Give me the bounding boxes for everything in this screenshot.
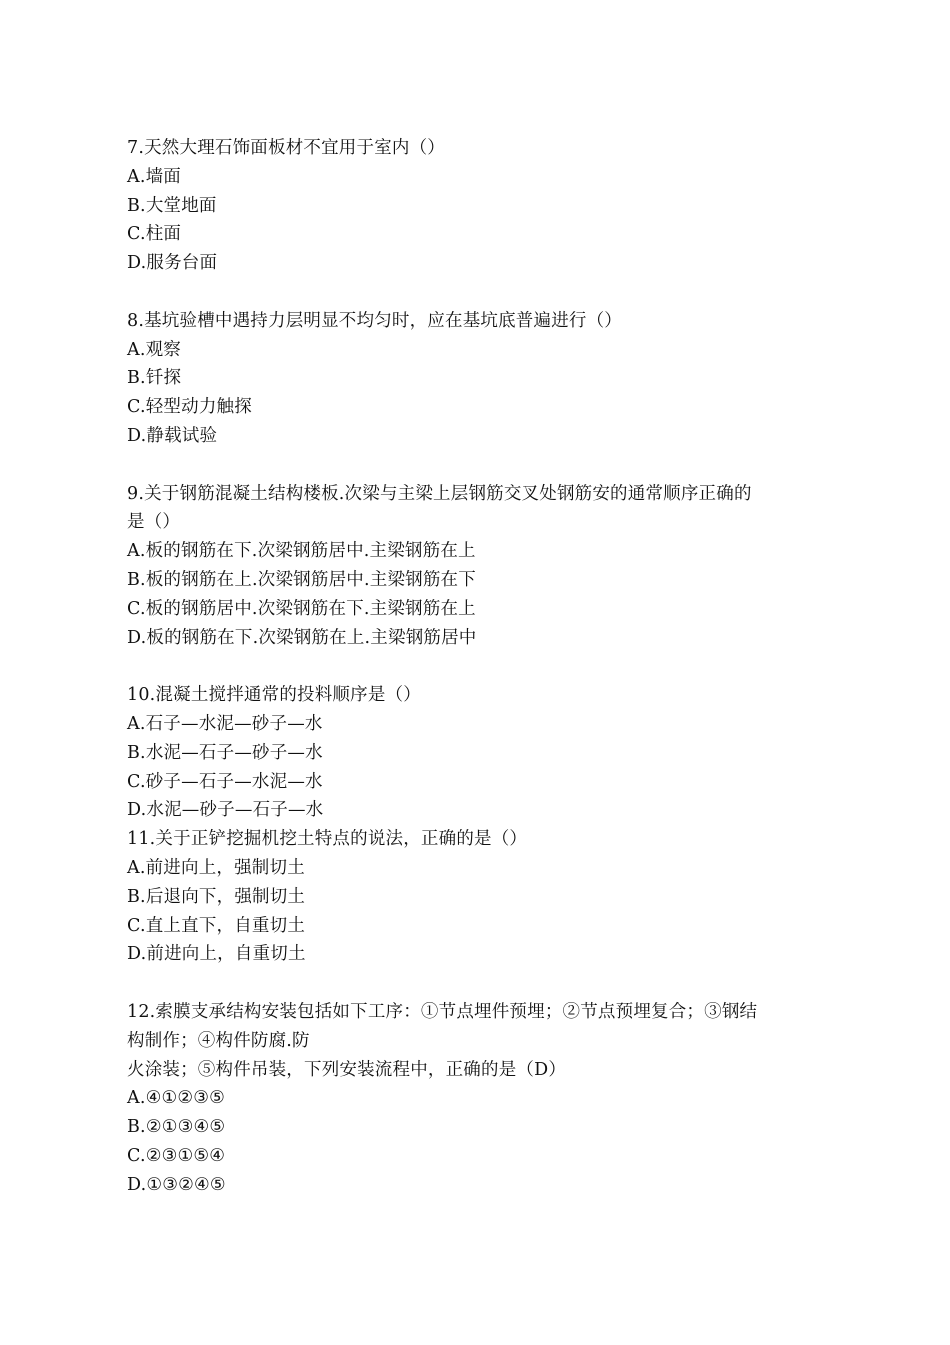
question-12-option-d: D.①③②④⑤ — [127, 1174, 226, 1195]
question-11 — [127, 825, 827, 969]
question-12-stem-line-1: 12.索膜支承结构安装包括如下工序：①节点埋件预埋；②节点预埋复合；③钢结 — [127, 1001, 758, 1022]
question-9 — [127, 480, 827, 653]
question-7-option-d: D.服务台面 — [127, 253, 218, 274]
question-8 — [127, 307, 827, 451]
question-list — [127, 134, 827, 1199]
question-8-option-d: D.静载试验 — [127, 425, 218, 446]
question-9-stem-line-1: 9.关于钢筋混凝土结构楼板.次梁与主梁上层钢筋交叉处钢筋安的通常顺序正确的 — [127, 483, 752, 504]
spacer — [127, 278, 827, 307]
question-9-option-a: A.板的钢筋在下.次梁钢筋居中.主梁钢筋在上 — [127, 541, 476, 562]
question-12-stem-line-2: 构制作；④构件防腐.防 — [127, 1030, 310, 1051]
question-10-option-d: D.水泥—砂子—石子—水 — [127, 800, 324, 821]
question-9-option-b: B.板的钢筋在上.次梁钢筋居中.主梁钢筋在下 — [127, 569, 476, 590]
question-11-option-a: A.前进向上，强制切土 — [127, 857, 305, 878]
question-10-option-b: B.水泥—石子—砂子—水 — [127, 742, 323, 763]
spacer — [127, 652, 827, 681]
question-11-option-d: D.前进向上，自重切土 — [127, 944, 306, 965]
question-7-option-b: B.大堂地面 — [127, 195, 217, 216]
question-10-option-c: C.砂子—石子—水泥—水 — [127, 771, 323, 792]
question-9-option-d: D.板的钢筋在下.次梁钢筋在上.主梁钢筋居中 — [127, 627, 477, 648]
question-12 — [127, 998, 827, 1200]
spacer — [127, 451, 827, 480]
question-11-option-b: B.后退向下，强制切土 — [127, 886, 306, 907]
question-12-option-a: A.④①②③⑤ — [127, 1088, 226, 1109]
question-12-option-c: C.②③①⑤④ — [127, 1145, 226, 1166]
question-10-stem: 10.混凝土搅拌通常的投料顺序是（） — [127, 685, 421, 706]
question-8-option-a: A.观察 — [127, 339, 182, 360]
question-10-option-a: A.石子—水泥—砂子—水 — [127, 713, 323, 734]
question-10 — [127, 681, 827, 825]
question-12-stem-line-3: 火涂装；⑤构件吊装，下列安装流程中，正确的是（D） — [127, 1059, 567, 1080]
question-7-option-a: A.墙面 — [127, 166, 182, 187]
question-9-option-c: C.板的钢筋居中.次梁钢筋在下.主梁钢筋在上 — [127, 598, 476, 619]
spacer — [127, 969, 827, 998]
question-8-stem: 8.基坑验槽中遇持力层明显不均匀时，应在基坑底普遍进行（） — [127, 310, 622, 331]
question-9-stem-line-2: 是（） — [127, 512, 181, 533]
question-11-stem: 11.关于正铲挖掘机挖土特点的说法，正确的是（） — [127, 829, 528, 850]
question-7 — [127, 134, 827, 278]
question-12-option-b: B.②①③④⑤ — [127, 1117, 226, 1138]
question-11-option-c: C.直上直下，自重切土 — [127, 915, 306, 936]
question-7-stem: 7.天然大理石饰面板材不宜用于室内（） — [127, 138, 445, 158]
question-8-option-b: B.钎探 — [127, 368, 182, 389]
question-7-option-c: C.柱面 — [127, 224, 182, 245]
question-8-option-c: C.轻型动力触探 — [127, 397, 252, 418]
